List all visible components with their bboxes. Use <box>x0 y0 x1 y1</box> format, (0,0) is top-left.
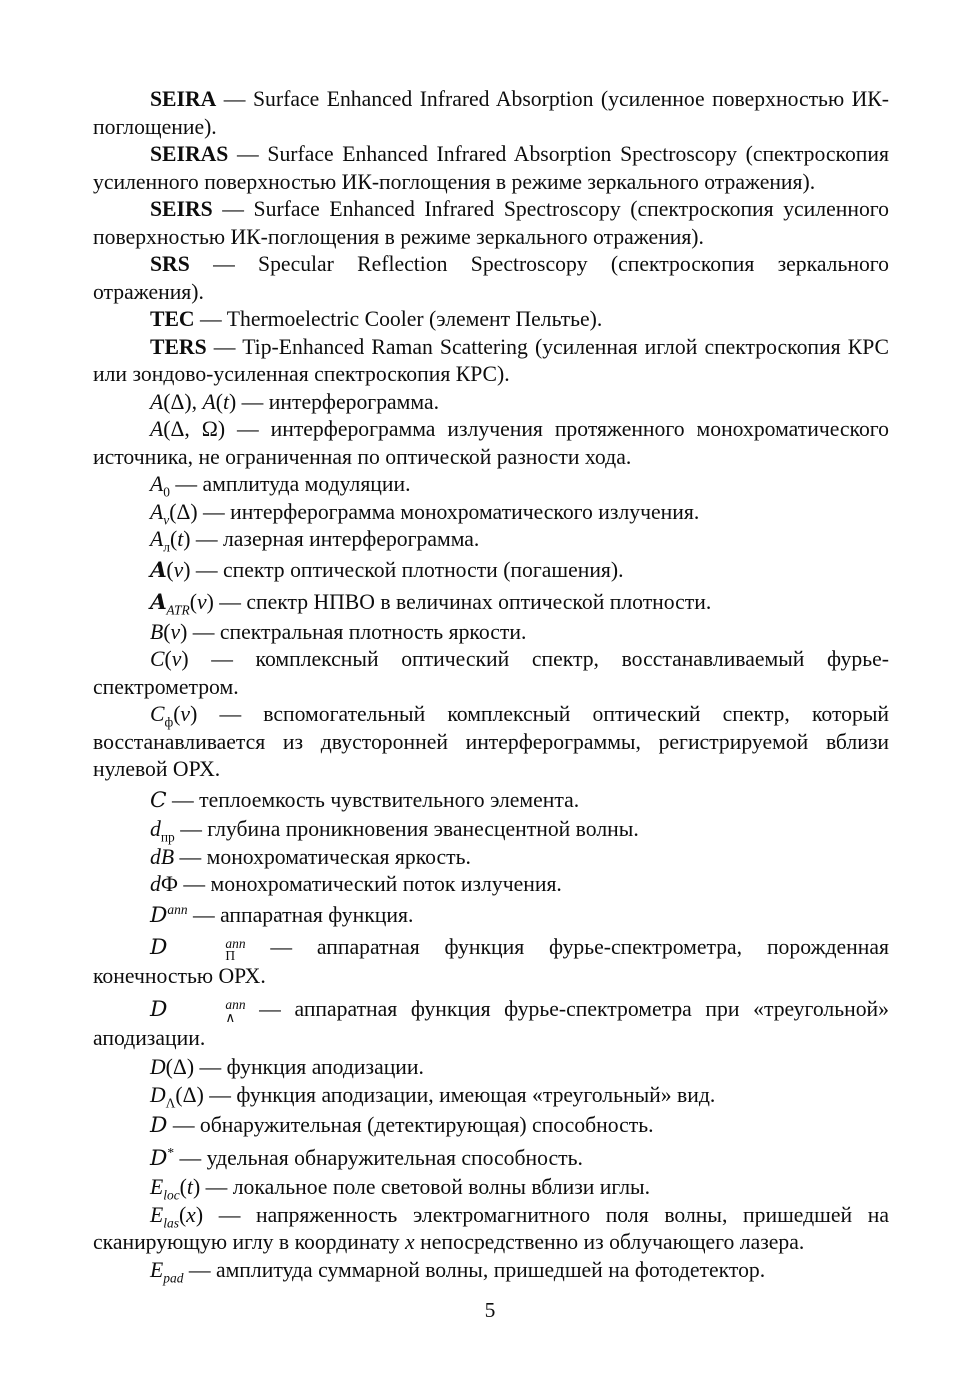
text-run: E <box>150 1257 164 1282</box>
text-run: ATR <box>166 602 190 618</box>
text-run: — удельная обнаружительная способность. <box>174 1145 583 1170</box>
text-run: (Δ) — функция аподизации, имеющая «треугольный» вид. <box>175 1082 716 1107</box>
text-run: ( <box>163 619 171 644</box>
glossary-entry <box>93 416 889 471</box>
glossary-entry <box>93 701 889 784</box>
text-run: A <box>150 527 164 551</box>
glossary-entry <box>93 784 889 817</box>
text-run: — монохроматическая яркость. <box>174 844 471 869</box>
text-run: (Δ) — интерферограмма монохроматического излучения. <box>169 499 700 524</box>
text-run: E <box>150 1202 164 1227</box>
text-run: — Specular Reflection Spectroscopy (спектроскопия зеркального отражения). <box>93 252 889 304</box>
text-run: TEC <box>150 307 195 331</box>
text-run: x <box>186 1202 196 1227</box>
glossary-entry <box>93 1142 889 1175</box>
text-run: C <box>150 647 165 671</box>
text-run: ( <box>173 702 181 726</box>
text-run: — глубина проникновения эванесцентной волны. <box>174 817 639 841</box>
glossary-entry <box>93 499 889 527</box>
text-run: ν <box>180 702 191 726</box>
text-run: t <box>177 527 184 551</box>
text-run: ) — интерферограмма. <box>229 389 440 414</box>
glossary-entry <box>93 554 889 587</box>
text-run: ) — комплексный оптический спектр, восстанавливаемый фурье-спектрометром. <box>93 647 889 699</box>
glossary-entry <box>93 251 889 306</box>
text-run: dB <box>150 844 175 869</box>
text-run: d <box>150 817 161 841</box>
text-run: Λ <box>165 1095 176 1111</box>
subscript: ∧ <box>225 1010 236 1026</box>
text-run: D <box>150 935 168 960</box>
superscript: апп <box>225 997 246 1013</box>
text-run: — аппаратная функция. <box>187 902 414 927</box>
text-run: pad <box>163 1270 184 1286</box>
text-run: D <box>150 1082 166 1107</box>
text-run: ( <box>178 1202 187 1227</box>
text-run: ν <box>196 590 207 614</box>
text-run: ( <box>169 527 178 551</box>
text-run: SEIRA <box>150 87 217 111</box>
text-run: (Δ), <box>163 389 203 414</box>
text-run: ν <box>163 511 170 527</box>
glossary-entry <box>93 1202 889 1257</box>
glossary-list <box>93 86 889 1284</box>
text-run: D <box>150 902 168 928</box>
text-run: A <box>150 499 164 524</box>
glossary-entry <box>93 1174 889 1202</box>
text-run: t <box>222 389 230 414</box>
text-run: — Surface Enhanced Infrared Absorption (усиленное поверхностью ИК-поглощение). <box>93 87 889 139</box>
glossary-entry <box>93 1109 889 1142</box>
text-run: A <box>150 557 167 583</box>
text-run: — аппаратная функция фурье-спектрометра, порожденная конечностью ОРХ. <box>93 935 889 989</box>
text-run: C <box>150 702 165 726</box>
text-run: D <box>150 1145 168 1171</box>
text-run: ( <box>189 590 197 614</box>
text-run: (Δ) — функция аподизации. <box>165 1055 424 1080</box>
text-run: C <box>150 787 167 813</box>
text-run: ) — локальное поле световой волны вблизи иглы. <box>192 1175 651 1200</box>
glossary-entry <box>93 389 889 417</box>
text-run: ν <box>170 619 181 644</box>
glossary-entry <box>93 646 889 701</box>
glossary-entry <box>93 899 889 932</box>
subscript: П <box>225 948 236 964</box>
glossary-entry <box>93 306 889 334</box>
glossary-entry <box>93 1082 889 1110</box>
text-run: A <box>150 417 164 441</box>
glossary-entry <box>93 1054 889 1082</box>
glossary-entry <box>93 334 889 389</box>
text-run: SEIRAS <box>150 142 229 166</box>
glossary-entry <box>93 844 889 872</box>
text-run: — обнаружительная (детектирующая) способность. <box>167 1113 654 1138</box>
text-run: — теплоемкость чувствительного элемента. <box>166 787 580 812</box>
text-run: loc <box>163 1187 180 1203</box>
text-run: B <box>150 619 164 644</box>
text-run: d <box>150 872 161 896</box>
text-run: SRS <box>150 252 190 276</box>
text-run: A <box>150 389 164 414</box>
superscript: апп <box>225 935 246 951</box>
text-run: D <box>150 996 168 1022</box>
text-run: — Tip-Enhanced Raman Scattering (усиленная иглой спектроскопия КРС или зондово-усиленная спектроскопия КРС). <box>93 334 889 386</box>
text-run: x <box>405 1230 415 1255</box>
text-run: Ф — монохроматический поток излучения. <box>160 872 562 896</box>
page-number: 5 <box>484 1298 496 1322</box>
glossary-entry <box>93 141 889 196</box>
glossary-entry <box>93 993 889 1055</box>
text-run: ν <box>173 557 184 582</box>
glossary-entry <box>93 871 889 899</box>
text-run: A <box>150 590 167 615</box>
text-run: апп <box>167 901 188 917</box>
text-run: ) — спектральная плотность яркости. <box>180 619 527 644</box>
text-run: — амплитуда модуляции. <box>169 472 411 496</box>
glossary-entry <box>93 86 889 141</box>
text-run: (Δ, Ω) — интерферограмма излучения протяженного монохроматического источника, не ограниченная по оптической разности хода. <box>93 417 889 469</box>
text-run: ( <box>164 647 172 671</box>
text-run: TERS <box>150 334 207 359</box>
glossary-entry <box>93 816 889 844</box>
glossary-entry <box>93 196 889 251</box>
text-run: D <box>150 1055 166 1080</box>
text-run: пр <box>160 829 175 845</box>
text-run: — аппаратная функция фурье-спектрометра при «треугольной» аподизации. <box>93 996 889 1050</box>
text-run: D <box>150 1113 168 1139</box>
text-run: A <box>150 472 164 496</box>
text-run <box>168 935 246 964</box>
text-run: ф <box>164 714 174 730</box>
text-run: ) — спектр оптической плотности (погашения). <box>183 557 624 582</box>
glossary-entry <box>93 471 889 499</box>
glossary-entry <box>93 619 889 647</box>
text-run: * <box>167 1144 175 1160</box>
text-run: — амплитуда суммарной волны, пришедшей на фотодетектор. <box>183 1257 766 1282</box>
text-run: E <box>150 1175 164 1200</box>
glossary-entry <box>93 1257 889 1285</box>
text-run: ( <box>179 1175 187 1200</box>
text-run: л <box>163 539 170 555</box>
text-run: ) — лазерная интерферограмма. <box>183 527 480 551</box>
text-run: las <box>163 1215 179 1231</box>
text-run: ) — вспомогательный комплексный оптический спектр, который восстанавливается из двусторонней интерферограммы, регистрируемой вблизи нулевой ОРХ. <box>93 702 889 781</box>
text-run: ) — спектр НПВО в величинах оптической плотности. <box>206 590 712 614</box>
text-run: SEIRS <box>150 197 213 221</box>
text-run: — Surface Enhanced Infrared Absorption Spectroscopy (спектроскопия усиленного поверхностью ИК-поглощения в режиме зеркального отражения). <box>93 142 889 194</box>
text-run: ν <box>171 647 182 671</box>
glossary-entry <box>93 526 889 554</box>
text-run: t <box>186 1175 193 1200</box>
glossary-entry <box>93 931 889 993</box>
text-run: — Thermoelectric Cooler (элемент Пельтье). <box>194 307 603 331</box>
text-run: непосредственно из облучающего лазера. <box>414 1230 805 1255</box>
text-run: A <box>202 389 216 414</box>
text-run: — Surface Enhanced Infrared Spectroscopy (спектроскопия усиленного поверхностью ИК-поглощения в режиме зеркального отражения). <box>93 197 889 249</box>
text-run: ) — напряженность электромагнитного поля волны, пришедшей на сканирующую иглу в координату <box>93 1202 889 1255</box>
text-run: 0 <box>163 484 170 500</box>
text-run: ( <box>166 557 174 582</box>
glossary-entry <box>93 586 889 619</box>
text-run <box>168 999 245 1025</box>
text-run: ( <box>215 389 223 414</box>
